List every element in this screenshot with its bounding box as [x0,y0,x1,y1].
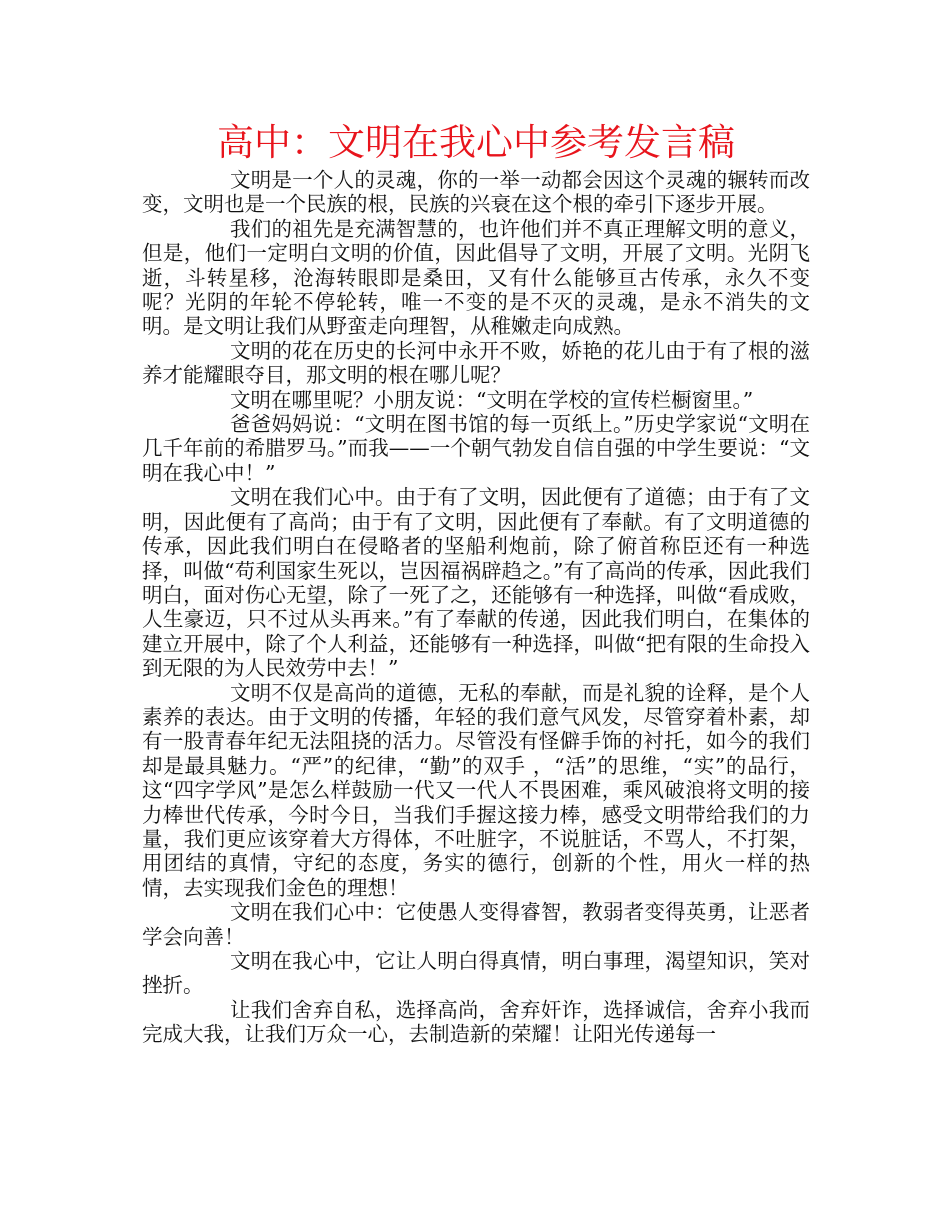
paragraph-5: 爸爸妈妈说：“文明在图书馆的每一页纸上。”历史学家说“文明在几千年前的希腊罗马。”而我——一个朝气勃发自信自强的中学生要说：“文明在我心中！” [142,412,810,485]
document-title: 高中：文明在我心中参考发言稿 [217,121,735,164]
paragraph-9: 文明在我心中，它让人明白得真情，明白事理，渴望知识，笑对挫折。 [142,949,810,998]
paragraph-1: 文明是一个人的灵魂，你的一举一动都会因这个灵魂的辗转而改变，文明也是一个民族的根，民族的兴衰在这个根的牵引下逐步开展。 [142,168,810,217]
document-body [142,168,810,1047]
paragraph-4: 文明在哪里呢？小朋友说：“文明在学校的宣传栏橱窗里。” [230,387,754,412]
paragraph-10: 让我们舍弃自私，选择高尚，舍弃奸诈，选择诚信，舍弃小我而完成大我，让我们万众一心，去制造新的荣耀！让阳光传递每一 [142,997,810,1047]
document-page [142,118,810,1047]
paragraph-3: 文明的花在历史的长河中永开不败，娇艳的花儿由于有了根的滋养才能耀眼夺目，那文明的根在哪儿呢？ [142,338,810,388]
paragraph-7: 文明不仅是高尚的道德，无私的奉献，而是礼貌的诠释，是个人素养的表达。由于文明的传播，年轻的我们意气风发，尽管穿着朴素，却有一股青春年纪无法阻挠的活力。尽管没有怪僻手饰的衬托，如今的我们却是最具魅力。“严”的纪律，“勤”的双手 ，“活”的思维，“实”的品行，这“四字学风”是怎么样鼓励一代又一代人不畏困难，乘风破浪将文明的接力棒世代传承，今时今日，当我们手握这接力棒，感受文明带给我们的力量，我们更应该穿着大方得体，不吐脏字，不说脏话，不骂人，不打架，用团结的真情，守纪的态度，务实的德行，创新的个性，用火一样的热情，去实现我们金色的理想！ [142,680,810,900]
paragraph-2: 我们的祖先是充满智慧的，也许他们并不真正理解文明的意义，但是，他们一定明白文明的价值，因此倡导了文明，开展了文明。光阴飞逝，斗转星移，沧海转眼即是桑田，又有什么能够亘古传承，永久不变呢？光阴的年轮不停轮转，唯一不变的是不灭的灵魂，是永不消失的文明。是文明让我们从野蛮走向理智，从稚嫩走向成熟。 [142,216,810,339]
paragraph-8: 文明在我们心中：它使愚人变得睿智，教弱者变得英勇，让恶者学会向善！ [142,900,810,949]
paragraph-6: 文明在我们心中。由于有了文明，因此便有了道德；由于有了文明，因此便有了高尚；由于有了文明，因此便有了奉献。有了文明道德的传承，因此我们明白在侵略者的坚船利炮前，除了俯首称臣还有一种选择，叫做“苟利国家生死以，岂因福祸辟趋之。”有了高尚的传承，因此我们明白，面对伤心无望，除了一死了之，还能够有一种选择，叫做“看成败，人生豪迈，只不过从头再来。”有了奉献的传递，因此我们明白，在集体的建立开展中，除了个人利益，还能够有一种选择，叫做“把有限的生命投入到无限的为人民效劳中去！” [142,485,810,681]
